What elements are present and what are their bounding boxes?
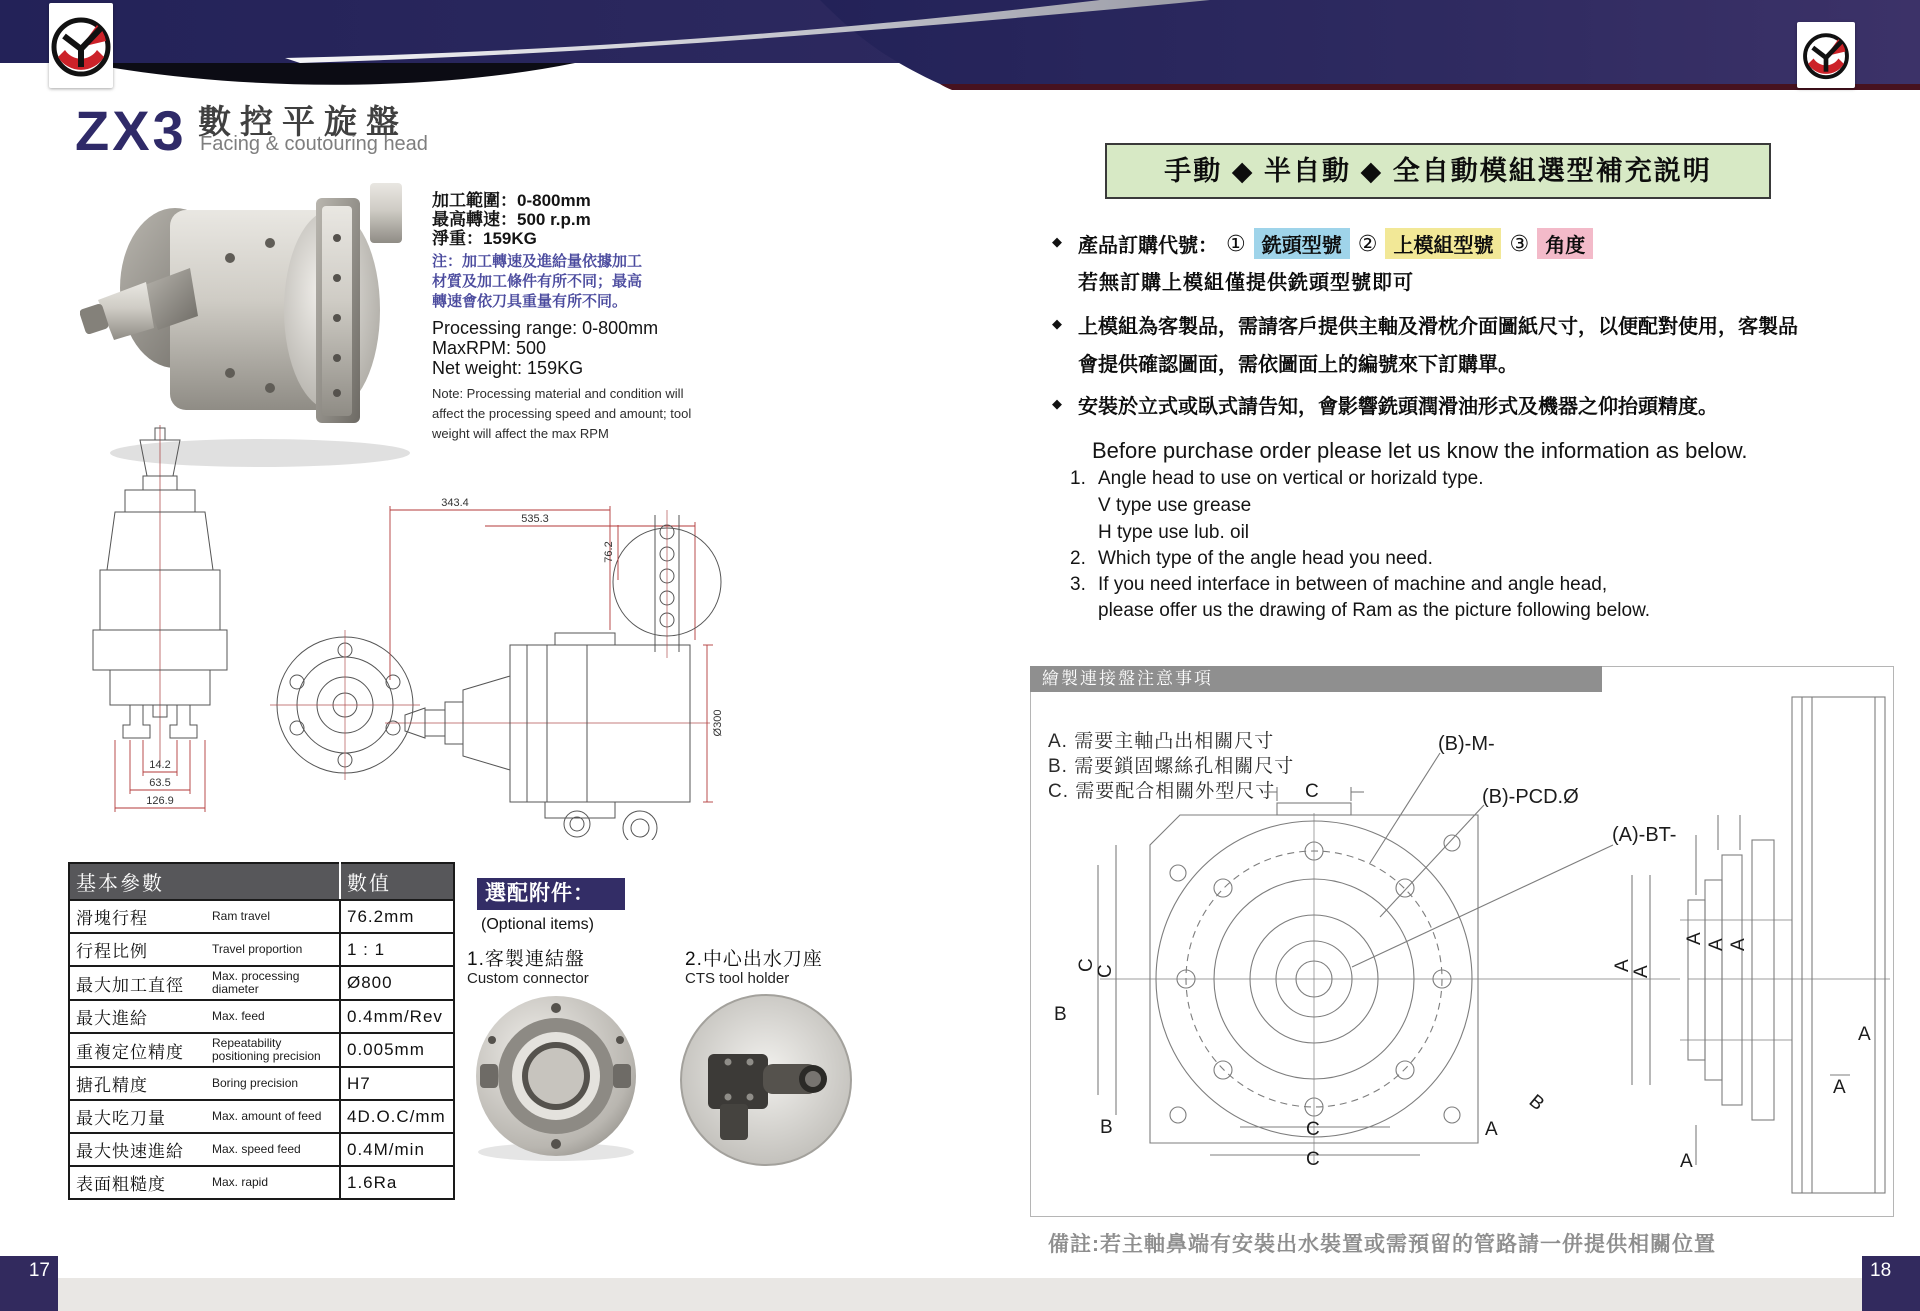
optional-item1-zh: 1.客製連結盤 [467,949,585,970]
top-banner [0,0,1920,95]
param-en: Max. processing diameter [212,969,300,996]
dim-63-5: 63.5 [149,777,171,789]
page-number-left: 17 [28,1260,50,1281]
dim-letter-a-right2: A [1631,965,1652,978]
dim-letter-c-bottom2: C [1306,1149,1320,1170]
param-zh: 最大快速進給 [76,1142,184,1161]
page-title-en: Facing & coutouring head [200,133,428,155]
brand-logo-icon [1797,22,1855,88]
dim-letter-a-side2: A [1706,938,1727,951]
spec-zh-1: 加工範圍：0-800mm [432,191,591,210]
dim-letter-a-bottom: A [1485,1119,1498,1140]
banner-right-block [820,0,1920,84]
param-value: 76.2mm [340,900,454,933]
spec-note-zh-3: 轉速會依刀具重量有所不同。 [432,293,628,310]
cts-tool-holder-photo [678,992,853,1167]
label-b-m: (B)-M- [1438,733,1495,755]
spec-note-zh-2: 材質及加工條件有所不同；最高 [432,273,643,290]
bullet1-row [1078,228,1593,259]
brand-logo-left [49,3,113,88]
english-item1a: V type use grease [1098,495,1252,516]
english-item1-num: 1. [1070,468,1086,489]
dim-letter-b-lowerleft: B [1100,1117,1113,1138]
spec-zh-3: 淨重：159KG [432,229,537,248]
dim-letter-a-side1: A [1684,932,1705,945]
label-b-pcd: (B)-PCD.Ø [1482,786,1579,808]
param-value: H7 [340,1067,454,1100]
notice-item-b: B. 需要鎖固螺絲孔相關尺寸 [1048,756,1295,777]
bullet-icon: ◆ [1052,234,1062,249]
page-number-right: 18 [1870,1260,1892,1281]
param-zh: 最大進給 [76,1009,148,1028]
param-en: Repeatability positioning precision [212,1036,321,1063]
english-item3-num: 3. [1070,574,1086,595]
dim-letter-c-bottom1: C [1306,1119,1320,1140]
brand-logo-icon [49,3,113,88]
param-zh: 最大加工直徑 [76,975,184,995]
param-en: Ram travel [212,909,271,923]
table-row [69,1100,454,1133]
optional-item1-en: Custom connector [467,970,589,987]
dim-letter-b-diagonal: B [1524,1090,1549,1115]
table-row [69,1166,454,1199]
table-row [69,1067,454,1100]
optional-items-subtitle: (Optional items) [481,916,594,933]
page-number-right-box [1862,1256,1920,1311]
optional-item2-zh: 2.中心出水刀座 [685,949,823,970]
circled-2: ② [1357,230,1378,256]
param-value: 1.6Ra [340,1166,454,1199]
table-row [69,1033,454,1067]
banner-maroon-edge [940,84,1920,90]
dim-343-4: 343.4 [441,497,469,509]
english-item1: Angle head to use on vertical or horizald type. [1098,468,1484,489]
banner-black-wave [85,63,575,85]
table-row [69,1000,454,1033]
dim-letter-a-right3: A [1833,1077,1846,1098]
param-value: 1 : 1 [340,933,454,966]
spec-table [68,862,455,1200]
param-zh: 最大吃刀量 [76,1109,166,1128]
param-zh: 行程比例 [76,942,148,961]
param-en: Max. feed [212,1009,265,1023]
notice-title-bar: 繪製連接盤注意事項 [1030,666,1602,692]
param-en: Max. amount of feed [212,1109,322,1123]
param-value: 0.4M/min [340,1133,454,1166]
param-zh: 滑塊行程 [76,909,148,928]
table-row [69,933,454,966]
english-item1b: H type use lub. oil [1098,522,1250,543]
milling-head-code-chip: 銑頭型號 [1254,228,1350,259]
circled-1: ① [1226,230,1246,256]
bullet-icon: ◆ [1052,316,1062,331]
spec-note-en-3: weight will affect the max RPM [432,426,609,441]
param-value: Ø800 [340,966,454,1000]
dim-76-2: 76.2 [603,541,615,563]
dim-letter-a-sidebottom: A [1680,1151,1693,1172]
dim-letter-c-left1: C [1076,958,1097,972]
dim-letter-a-right1: A [1612,959,1633,972]
footer-strip [0,1278,1920,1311]
param-en: Travel proportion [212,942,303,956]
param-value: 0.005mm [340,1033,454,1067]
dim-14-2: 14.2 [149,759,171,771]
dim-letter-a-side3: A [1728,938,1749,951]
english-item3b: please offer us the drawing of Ram as the picture following below. [1098,600,1651,621]
dim-letter-b-left: B [1054,1004,1067,1025]
table-row [69,966,454,1000]
param-value: 0.4mm/Rev [340,1000,454,1033]
optional-item2-en: CTS tool holder [685,970,790,987]
dim-letter-c-left2: C [1095,964,1116,978]
spec-en-1: Processing range: 0-800mm [432,318,659,338]
dim-letter-c-top: C [1305,781,1319,802]
notice-item-c: C. 需要配合相關外型尺寸 [1048,781,1276,802]
spec-note-zh-1: 注：加工轉速及進給量依據加工 [432,253,643,270]
dim-535-3: 535.3 [521,513,549,525]
param-zh: 表面粗糙度 [76,1175,166,1194]
spec-note-en-1: Note: Processing material and condition will [432,386,684,401]
page-title-zh: 數控平旋盤 [198,103,408,140]
english-heading: Before purchase order please let us know the information as below. [1092,438,1748,463]
table-row [69,1133,454,1166]
spec-en-2: MaxRPM: 500 [432,338,547,358]
optional-items-title: 選配附件： [477,878,625,910]
upper-module-code-chip: 上模組型號 [1385,228,1501,259]
label-a-bt: (A)-BT- [1612,824,1677,846]
dim-300: Ø300 [712,709,724,737]
bullet3-text: 安裝於立式或臥式請告知，會影響銑頭潤滑油形式及機器之仰抬頭精度。 [1078,396,1718,418]
bullet2-line2: 會提供確認圖面，需依圖面上的編號來下訂購單。 [1078,354,1518,376]
param-en: Boring precision [212,1076,299,1090]
english-item2-num: 2. [1070,548,1086,569]
param-value: 4D.O.C/mm [340,1100,454,1133]
custom-connector-photo [468,992,643,1164]
circled-3: ③ [1509,230,1530,256]
connection-plate-drawing [1040,695,1892,1210]
table-header-value: 數值 [340,863,454,900]
param-zh: 搪孔精度 [76,1076,148,1095]
model-name: ZX3 [75,99,187,162]
notice-item-a: A. 需要主軸凸出相關尺寸 [1048,731,1275,752]
bullet1-line2: 若無訂購上模組僅提供銑頭型號即可 [1078,272,1414,294]
english-item2: Which type of the angle head you need. [1098,548,1433,569]
order-code-label: 產品訂購代號： [1078,235,1218,257]
bullet2-line1: 上模組為客製品，需請客戶提供主軸及滑枕介面圖紙尺寸，以便配對使用，客製品 [1078,316,1798,338]
english-item3: If you need interface in between of machine and angle head, [1098,574,1608,595]
param-en: Max. speed feed [212,1142,301,1156]
table-row [69,900,454,933]
spec-zh-2: 最高轉速：500 r.p.m [432,210,591,229]
param-zh: 重複定位精度 [76,1042,184,1062]
table-header-row [69,863,454,900]
footnote: 備註:若主軸鼻端有安裝出水裝置或需預留的管路請一併提供相關位置 [1048,1233,1716,1256]
angle-chip: 角度 [1537,228,1593,259]
technical-drawings [55,420,745,840]
spec-note-en-2: affect the processing speed and amount; tool [432,406,692,421]
brand-logo-right [1797,22,1855,88]
section-banner: 手動 ◆ 半自動 ◆ 全自動模組選型補充説明 [1105,143,1771,199]
spec-en-3: Net weight: 159KG [432,358,584,378]
dim-letter-a-right4: A [1858,1024,1871,1045]
dim-126-9: 126.9 [146,795,174,807]
param-en: Max. rapid [212,1175,269,1189]
bullet-icon: ◆ [1052,396,1062,411]
table-header-param: 基本參數 [69,863,340,900]
page-number-left-box [0,1256,58,1311]
